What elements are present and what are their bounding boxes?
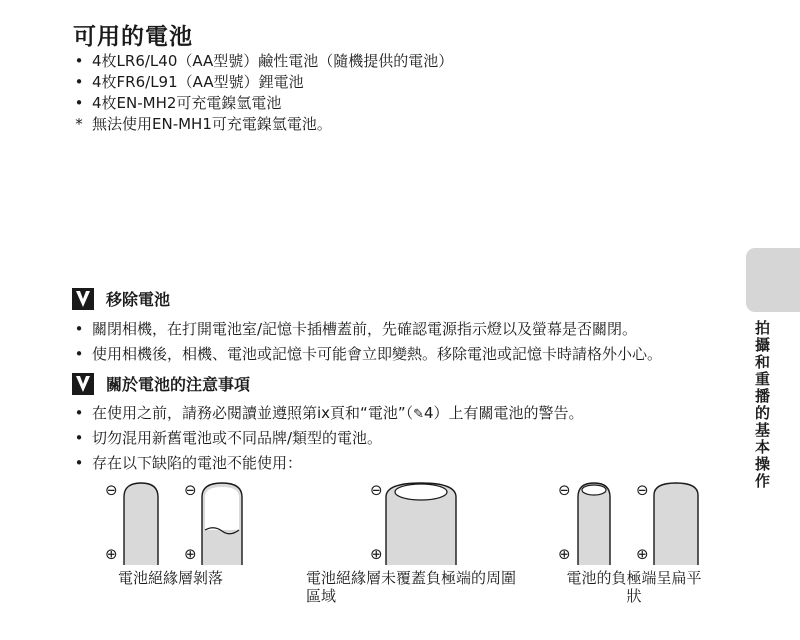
section-heading-text: 關於電池的注意事項 — [106, 375, 251, 394]
diagram-caption: 電池絕緣層剝落 — [118, 569, 224, 587]
check-mark-icon — [72, 288, 94, 310]
diagram-caption: 電池絕緣層未覆蓋負極端的周圍區域 — [306, 569, 517, 605]
bullet: • — [74, 320, 84, 338]
remove-list — [72, 317, 662, 367]
bullet: • — [74, 454, 84, 472]
section-heading-remove — [72, 288, 170, 312]
list-item-text: 4枚FR6/L91（AA型號）鋰電池 — [92, 73, 304, 91]
list-item — [72, 451, 584, 476]
list-item-text: 關閉相機，在打開電池室/記憶卡插槽蓋前，先確認電源指示燈以及螢幕是否關閉。 — [92, 320, 638, 338]
list-item — [72, 93, 453, 114]
list-item-text: 4枚EN-MH2可充電鎳氫電池 — [92, 94, 282, 112]
negative-terminal-icon: ⊖ — [636, 481, 649, 499]
list-item — [72, 51, 453, 72]
positive-terminal-icon: ⊕ — [105, 545, 118, 563]
list-item-text: 切勿混用新舊電池或不同品牌/類型的電池。 — [92, 429, 383, 447]
bullet: • — [74, 73, 84, 91]
negative-terminal-icon: ⊖ — [370, 481, 383, 499]
section-heading-text: 移除電池 — [106, 290, 171, 309]
list-item-text: 存在以下缺陷的電池不能使用： — [92, 454, 303, 472]
reference-pen-icon[interactable]: ✎ — [413, 407, 424, 422]
list-item — [72, 342, 662, 367]
chapter-tab[interactable] — [746, 248, 800, 312]
negative-terminal-icon: ⊖ — [184, 481, 197, 499]
check-mark-icon — [72, 373, 94, 395]
bullet: • — [74, 429, 84, 447]
list-item-text: 使用相機後，相機、電池或記憶卡可能會立即變熱。移除電池或記憶卡時請格外小心。 — [92, 345, 663, 363]
negative-terminal-icon: ⊖ — [105, 481, 118, 499]
negative-terminal-icon: ⊖ — [558, 481, 571, 499]
bullet: • — [74, 404, 84, 422]
list-item-text: 4枚LR6/L40（AA型號）鹼性電池（隨機提供的電池） — [92, 52, 454, 70]
diagram-caption: 電池的負極端呈扁平狀 — [566, 569, 702, 605]
diagram-peeling-insulation — [104, 475, 264, 587]
bullet: • — [74, 52, 84, 70]
notes-list — [72, 401, 584, 476]
positive-terminal-icon: ⊕ — [184, 545, 197, 563]
list-item — [72, 401, 584, 426]
page-reference[interactable]: 4 — [424, 404, 434, 422]
list-item — [72, 317, 662, 342]
list-item-text: 在使用之前，請務必閱讀並遵照第ix頁和“電池”（ — [92, 404, 414, 422]
positive-terminal-icon: ⊕ — [636, 545, 649, 563]
list-item-text: ）上有關電池的警告。 — [433, 404, 584, 422]
diagram-insulation-gap — [306, 475, 517, 605]
page-title: 可用的電池 — [73, 24, 193, 50]
bullet: • — [74, 345, 84, 363]
bullet: • — [74, 94, 84, 112]
chapter-tab-label: 拍攝和重播的基本操作 — [753, 320, 771, 490]
battery-illustration — [306, 475, 466, 567]
list-item — [72, 114, 453, 135]
list-item — [72, 72, 453, 93]
positive-terminal-icon: ⊕ — [558, 545, 571, 563]
section-heading-notes — [72, 373, 250, 397]
positive-terminal-icon: ⊕ — [370, 545, 383, 563]
asterisk-note: * — [75, 115, 83, 133]
list-item — [72, 426, 584, 451]
battery-list — [72, 51, 453, 135]
diagram-flat-terminal — [556, 475, 726, 605]
list-item-text: 無法使用EN-MH1可充電鎳氫電池。 — [92, 115, 332, 133]
